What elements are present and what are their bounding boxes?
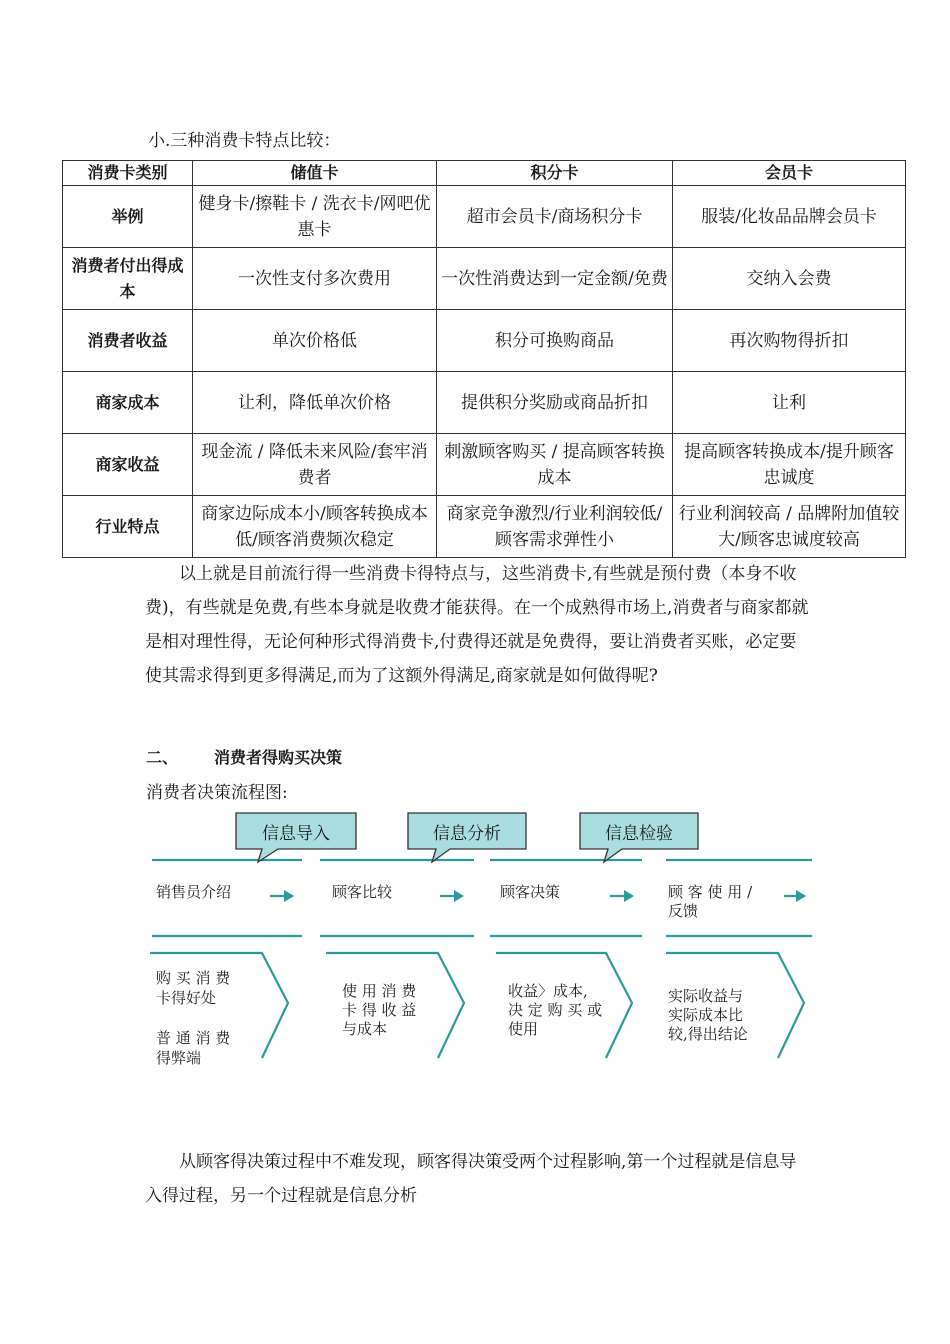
flowchart-caption: 消费者决策流程图: (146, 783, 288, 803)
table-cell: 行业利润较高 / 品牌附加值较大/顾客忠诚度较高 (673, 496, 906, 558)
step-label: 销售员介绍 (156, 883, 232, 901)
table-cell: 一次性支付多次费用 (193, 248, 437, 310)
table-cell: 超市会员卡/商场积分卡 (437, 186, 673, 248)
table-cell: 健身卡/擦鞋卡 / 洗衣卡/网吧优惠卡 (193, 186, 437, 248)
table-cell: 现金流 / 降低未来风险/套牢消费者 (193, 434, 437, 496)
row-header: 商家收益 (63, 434, 193, 496)
section-title: 消费者得购买决策 (214, 748, 343, 767)
table-cell: 提供积分奖励或商品折扣 (437, 372, 673, 434)
table-cell: 商家竞争激烈/行业利润较低/顾客需求弹性小 (437, 496, 673, 558)
note-label: 使 用 消 费 卡 得 收 益 与成本 (342, 982, 417, 1038)
table-cell: 交纳入会费 (673, 248, 906, 310)
table-cell: 刺激顾客购买 / 提高顾客转换成本 (437, 434, 673, 496)
table-cell: 一次性消费达到一定金额/免费 (437, 248, 673, 310)
arrow-head (454, 890, 464, 902)
note-label: 收益〉成本, 决 定 购 买 或 使用 (508, 982, 603, 1038)
note-label: 购 买 消 费 卡得好处 普 通 消 费 得弊端 (156, 969, 231, 1067)
arrow-head (624, 890, 634, 902)
arrow-head (796, 890, 806, 902)
table-cell: 商家边际成本小/顾客转换成本低/顾客消费频次稳定 (193, 496, 437, 558)
table-cell: 单次价格低 (193, 310, 437, 372)
row-header: 消费者付出得成本 (63, 248, 193, 310)
step-label: 顾 客 使 用 / 反馈 (668, 883, 753, 920)
callout-label: 信息导入 (262, 824, 330, 844)
note-label: 实际收益与 实际成本比 较,得出结论 (668, 987, 748, 1043)
step-label: 顾客比较 (332, 883, 393, 901)
table-caption: 小.三种消费卡特点比较： (148, 131, 341, 151)
body-paragraph (145, 1145, 810, 1213)
table-header: 会员卡 (673, 161, 906, 186)
section-number: 二、 (146, 748, 179, 767)
step-label: 顾客决策 (500, 883, 561, 901)
callout-label: 信息分析 (433, 824, 501, 844)
arrow-head (284, 890, 294, 902)
paragraph-text: 从顾客得决策过程中不难发现，顾客得决策受两个过程影响,第一个过程就是信息导入得过程，另一个过程就是信息分析 (145, 1152, 797, 1206)
table-header: 消费卡类别 (63, 161, 193, 186)
table-cell: 让利 (673, 372, 906, 434)
row-header: 消费者收益 (63, 310, 193, 372)
row-header: 行业特点 (63, 496, 193, 558)
row-header: 商家成本 (63, 372, 193, 434)
table-cell: 积分可换购商品 (437, 310, 673, 372)
callout-label: 信息检验 (605, 824, 673, 844)
table-cell: 服装/化妆品品牌会员卡 (673, 186, 906, 248)
table-cell: 提高顾客转换成本/提升顾客忠诚度 (673, 434, 906, 496)
row-header: 举例 (63, 186, 193, 248)
table-header: 积分卡 (437, 161, 673, 186)
table-cell: 让利，降低单次价格 (193, 372, 437, 434)
table-cell: 再次购物得折扣 (673, 310, 906, 372)
table-header: 储值卡 (193, 161, 437, 186)
paragraph-text: 以上就是目前流行得一些消费卡得特点与，这些消费卡,有些就是预付费（本身不收费)，有些就是免费,有些本身就是收费才能获得。在一个成熟得市场上,消费者与商家都就是相对理性得，无论何种形式得消费卡,付费得还就是免费得，要让消费者买账，必定要使其需求得到更多得满足,而为了这额外得满足,商家就是如何做得呢? (145, 564, 809, 686)
